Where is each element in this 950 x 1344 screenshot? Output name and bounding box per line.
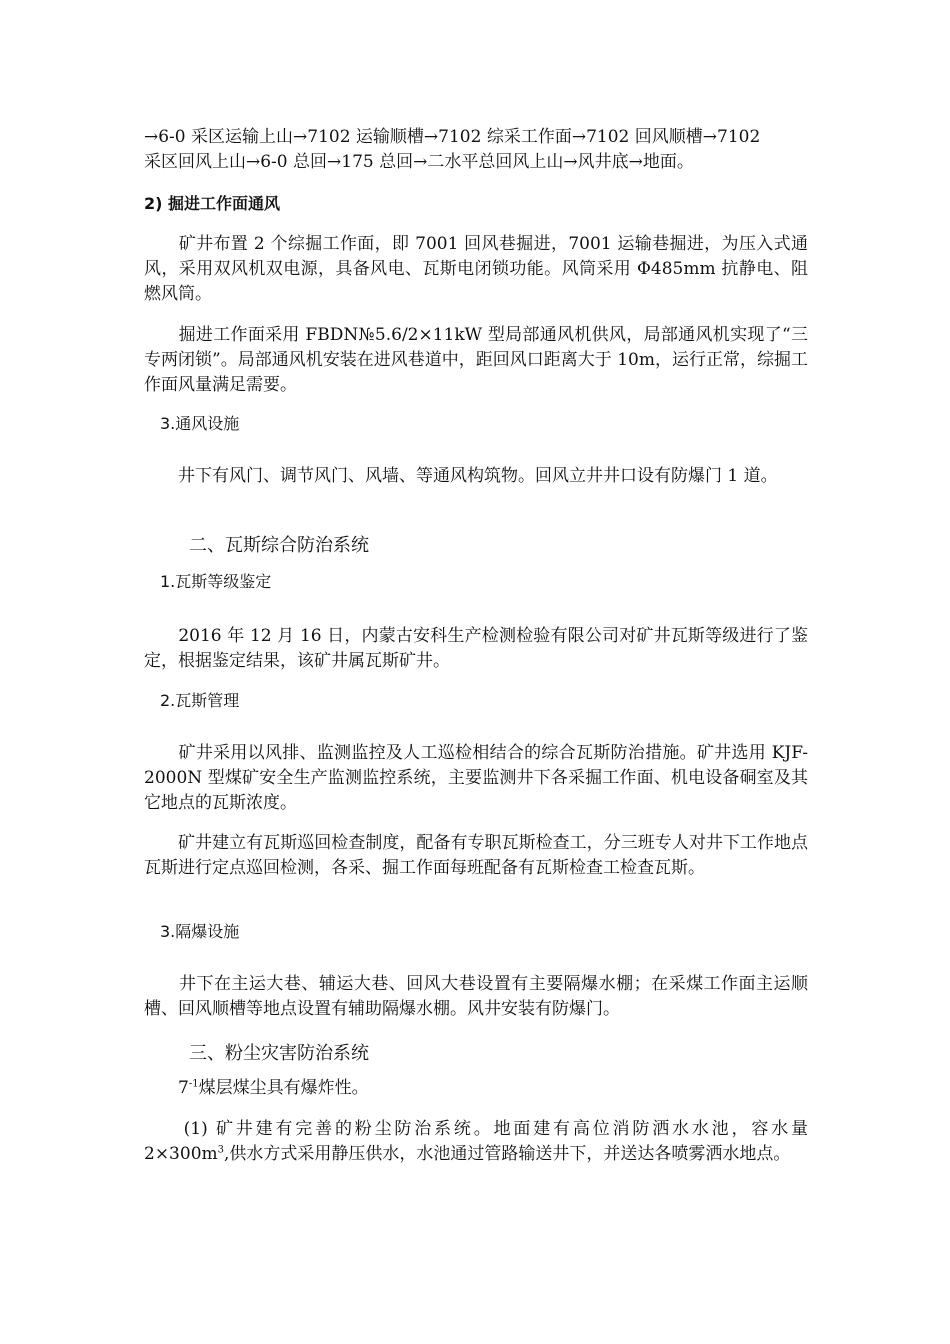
dust-1-superscript: 3 [217, 1144, 225, 1156]
coal-seam-superscript: -1 [188, 1078, 199, 1090]
route-paragraph [144, 125, 808, 175]
section-heading-gas-prevention: 二、瓦斯综合防治系统 [189, 535, 369, 556]
coal-seam-text-base: 7 [144, 1078, 189, 1098]
paragraph-dust-1 [144, 1117, 814, 1167]
paragraph-gas-grade: 2016 年 12 月 16 日，内蒙古安科生产检测检验有限公司对矿井瓦斯等级进行了鉴定，根据鉴定结果，该矿井属瓦斯矿井。 [144, 626, 808, 671]
paragraph-explosion-isolation: 井下在主运大巷、辅运大巷、回风大巷设置有主要隔爆水棚；在采煤工作面主运顺槽、回风顺槽等地点设置有辅助隔爆水棚。风井安装有防爆门。 [144, 974, 808, 1019]
route-line-1: →6-0 采区运输上山→7102 运输顺槽→7102 综采工作面→7102 回风顺槽→7102 [144, 127, 761, 147]
paragraph-gas-management-1: 矿井采用以风排、监测监控及人工巡检相结合的综合瓦斯防治措施。矿井选用 KJF-2000N 型煤矿安全生产监测监控系统，主要监测井下各采掘工作面、机电设备硐室及其它地点的瓦斯浓度。 [144, 743, 808, 813]
coal-seam-text-rest: 煤层煤尘具有爆炸性。 [198, 1078, 369, 1098]
dust-1-text-a: (1) 矿井建有完善的粉尘防治系统。地面建有高位消防洒水水池，容水量 2×300m [144, 1119, 814, 1164]
section-heading-dust-prevention: 三、粉尘灾害防治系统 [189, 1043, 369, 1064]
paragraph-excavation-1: 矿井布置 2 个综掘工作面，即 7001 回风巷掘进，7001 运输巷掘进，为压入式通风，采用双风机双电源，具备风电、瓦斯电闭锁功能。风筒采用 Φ485mm 抗静电、阻燃风筒。 [144, 234, 808, 304]
heading-ventilation-facilities: 3.通风设施 [160, 414, 240, 433]
route-line-2: 采区回风上山→6-0 总回→175 总回→二水平总回风上山→风井底→地面。 [144, 152, 694, 172]
heading-explosion-isolation: 3.隔爆设施 [160, 922, 240, 941]
paragraph-excavation-2: 掘进工作面采用 FBDN№5.6/2×11kW 型局部通风机供风，局部通风机实现了“三专两闭锁”。局部通风机安装在进风巷道中，距回风口距离大于 10m，运行正常，综掘工作面风量满足需要。 [144, 325, 808, 395]
heading-gas-grade: 1.瓦斯等级鉴定 [160, 572, 272, 591]
heading-gas-management: 2.瓦斯管理 [160, 691, 240, 710]
paragraph-coal-seam [144, 1076, 808, 1101]
paragraph-ventilation-facilities: 井下有风门、调节风门、风墙、等通风构筑物。回风立井井口设有防爆门 1 道。 [144, 466, 778, 486]
heading-excavation-ventilation: 2) 掘进工作面通风 [144, 194, 281, 213]
paragraph-gas-management-2: 矿井建立有瓦斯巡回检查制度，配备有专职瓦斯检查工，分三班专人对井下工作地点瓦斯进行定点巡回检测，各采、掘工作面每班配备有瓦斯检查工检查瓦斯。 [144, 833, 808, 878]
dust-1-text-b: ,供水方式采用静压供水，水池通过管路输送井下，并送达各喷雾洒水地点。 [224, 1144, 791, 1164]
